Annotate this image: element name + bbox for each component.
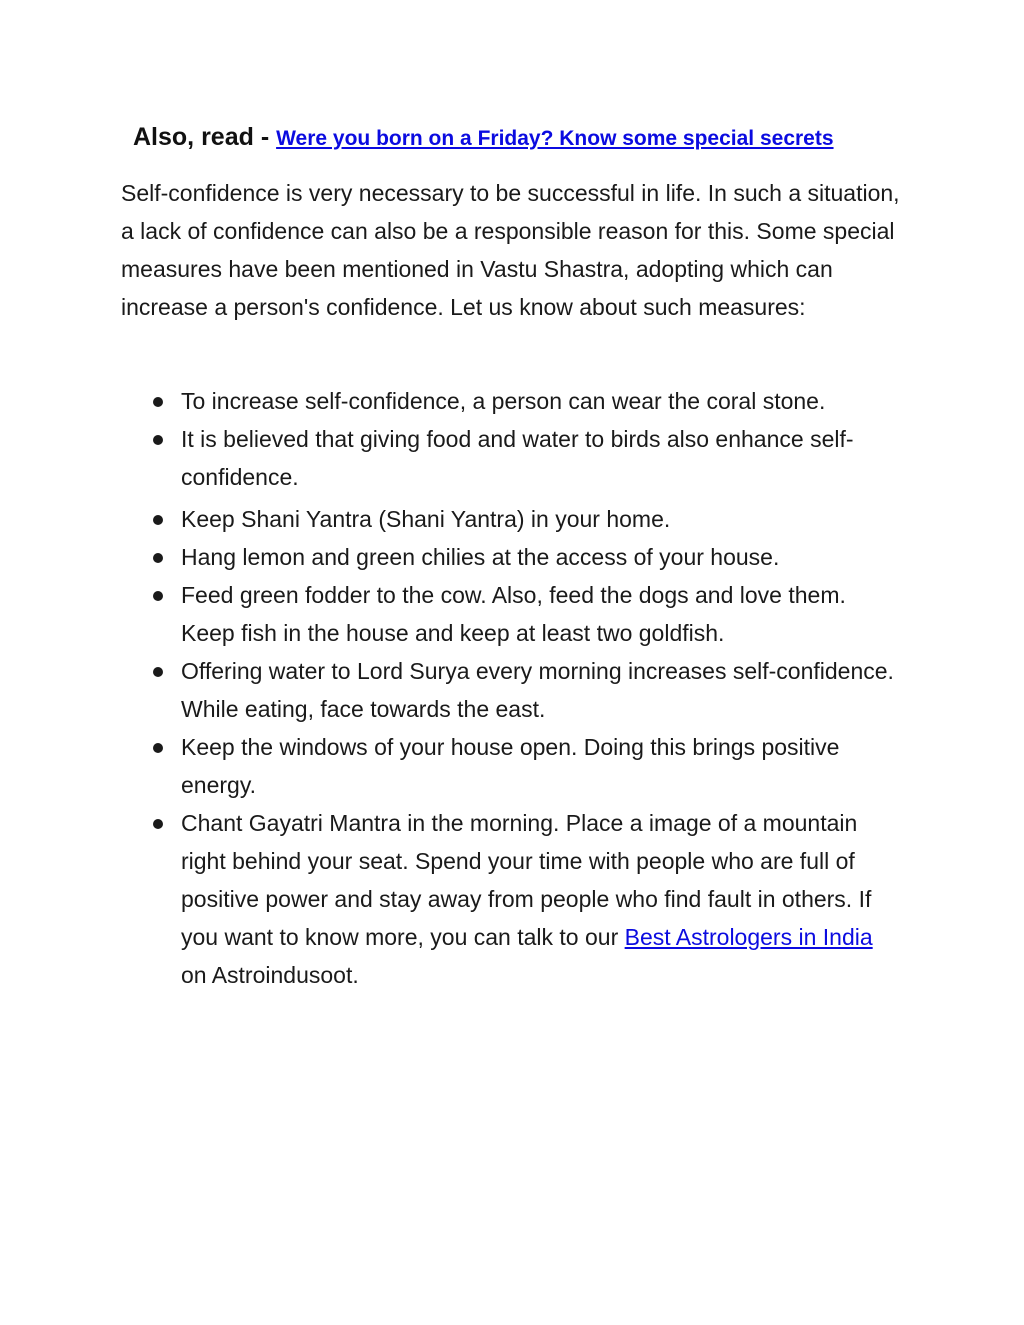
list-item-text: Keep the windows of your house open. Doing this brings positive energy. [181,734,840,798]
list-item [0,538,901,576]
also-read-label: Also, read [133,123,254,151]
also-read-line [133,118,933,160]
bullet-icon [153,397,163,407]
related-article-link[interactable]: Were you born on a Friday? Know some special secrets [276,127,834,150]
list-item-text: Offering water to Lord Surya every morning increases self-confidence. While eating, face towards the east. [181,658,894,722]
list-item-text: Keep Shani Yantra (Shani Yantra) in your home. [181,506,671,532]
bullet-icon [153,515,163,525]
list-item [0,576,901,652]
measures-list [0,382,1024,994]
intro-paragraph: Self-confidence is very necessary to be successful in life. In such a situation, a lack of confidence can also be a responsible reason for this. Some special measures have been mentioned in Vastu Shastra, adopting which can increase a person's confidence. Let us know about such measures: [121,180,900,320]
bullet-icon [153,743,163,753]
list-item [0,382,901,420]
list-item [0,728,901,804]
bullet-icon [153,435,163,445]
list-item-text: Feed green fodder to the cow. Also, feed the dogs and love them. Keep fish in the house and keep at least two goldfish. [181,582,846,646]
best-astrologers-link[interactable]: Best Astrologers in India [624,924,873,950]
bullet-icon [153,667,163,677]
list-item-text: Chant Gayatri Mantra in the morning. Place a image of a mountain right behind your seat. Spend your time with people who are full of positive power and stay away from people who find fault in others. If you want to know more, you can talk to our [181,810,872,950]
bullet-icon [153,819,163,829]
bullet-icon [153,591,163,601]
list-item-text: It is believed that giving food and water to birds also enhance self-confidence. [181,426,854,490]
list-item-text: Hang lemon and green chilies at the access of your house. [181,544,780,570]
list-item-text: To increase self-confidence, a person can wear the coral stone. [181,388,826,414]
also-read-separator: - [253,123,277,151]
list-item-suffix: on Astroindusoot. [181,962,359,988]
bullet-icon [153,553,163,563]
list-item [0,652,901,728]
list-item [0,420,901,496]
list-item [0,500,901,538]
list-item [0,804,901,994]
